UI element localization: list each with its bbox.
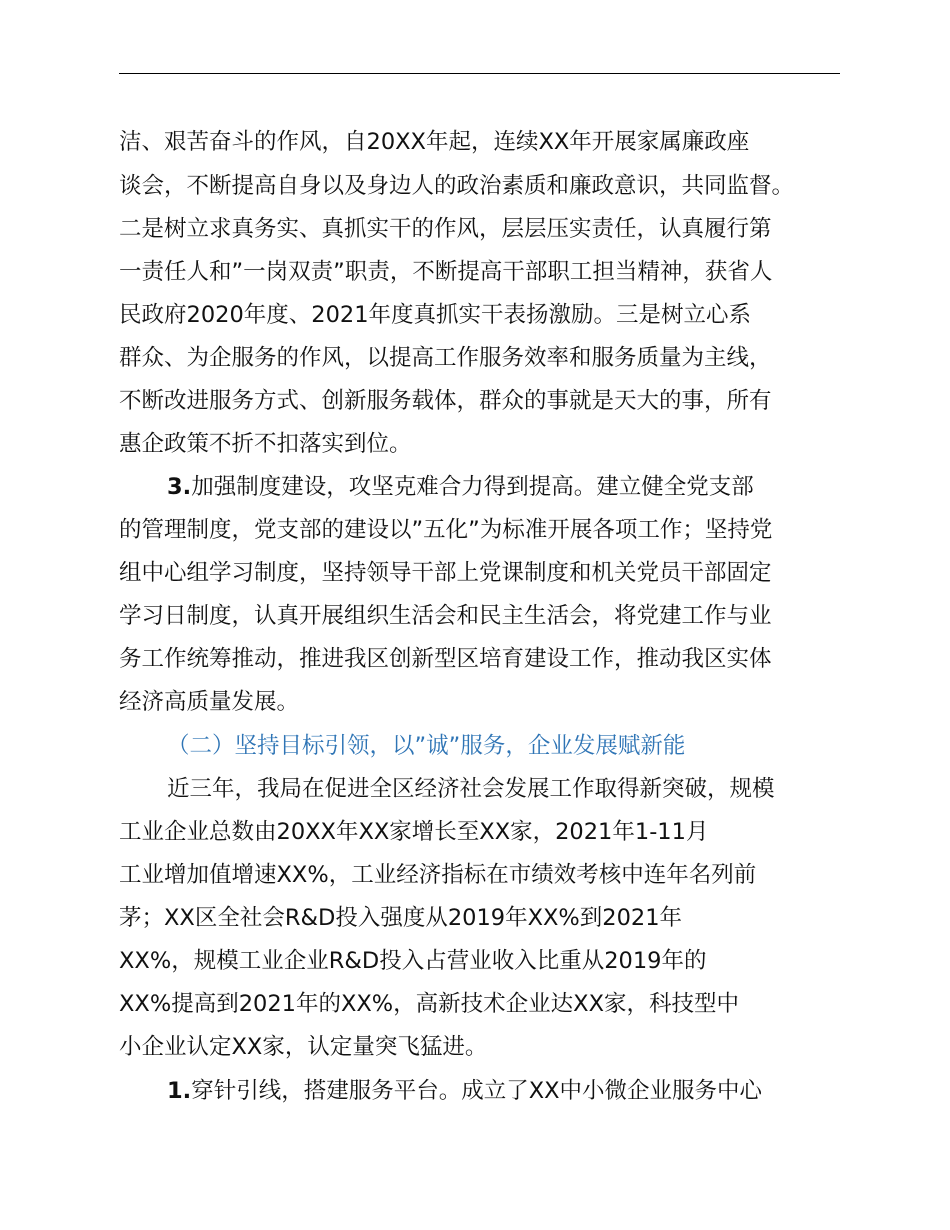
- text-line: 二是树立求真务实、真抓实干的作风，层层压实责任，认真履行第: [119, 216, 772, 242]
- text-line: 一责任人和”一岗双责”职责，不断提高干部职工担当精神，获省人: [119, 259, 773, 285]
- text-line: 惠企政策不折不扣落实到位。: [119, 431, 412, 457]
- text-line: 洁、艰苦奋斗的作风，自20XX年起，连续XX年开展家属廉政座: [119, 129, 750, 155]
- text-line: 近三年，我局在促进全区经济社会发展工作取得新突破，规模: [167, 776, 775, 802]
- item-number: 3.: [167, 474, 192, 500]
- text-line: XX%，规模工业企业R&D投入占营业收入比重从2019年的: [119, 948, 707, 974]
- text-line: 学习日制度，认真开展组织生活会和民主生活会，将党建工作与业: [119, 603, 772, 629]
- text-line: 茅；XX区全社会R&D投入强度从2019年XX%到2021年: [119, 905, 683, 931]
- text-line: 经济高质量发展。: [119, 689, 300, 715]
- text-line: 工业企业总数由20XX年XX家增长至XX家，2021年1-11月: [119, 819, 709, 845]
- item-3-line: [167, 472, 754, 502]
- section-heading: （二）坚持目标引领，以”诚”服务，企业发展赋新能: [167, 733, 686, 759]
- item-number: 1.: [167, 1078, 192, 1104]
- text-line: 的管理制度，党支部的建设以”五化”为标准开展各项工作；坚持党: [119, 517, 773, 543]
- text-line: 谈会，不断提高自身以及身边人的政治素质和廉政意识，共同监督。: [119, 173, 795, 199]
- text-line: 小企业认定XX家，认定量突飞猛进。: [119, 1034, 488, 1060]
- text-line: 民政府2020年度、2021年度真抓实干表扬激励。三是树立心系: [119, 302, 752, 328]
- item-text: 穿针引线，搭建服务平台。成立了XX中小微企业服务中心: [191, 1078, 763, 1104]
- text-line: XX%提高到2021年的XX%，高新技术企业达XX家，科技型中: [119, 991, 740, 1017]
- text-line: 组中心组学习制度，坚持领导干部上党课制度和机关党员干部固定: [119, 560, 772, 586]
- text-line: 群众、为企服务的作风，以提高工作服务效率和服务质量为主线，: [119, 345, 772, 371]
- text-line: 务工作统筹推动，推进我区创新型区培育建设工作，推动我区实体: [119, 646, 772, 672]
- item-1-line: [167, 1076, 762, 1106]
- header-rule: [119, 73, 840, 74]
- text-line: 工业增加值增速XX%，工业经济指标在市绩效考核中连年名列前: [119, 862, 757, 888]
- text-line: 不断改进服务方式、创新服务载体，群众的事就是天大的事，所有: [119, 388, 772, 414]
- item-text: 加强制度建设，攻坚克难合力得到提高。建立健全党支部: [191, 474, 754, 500]
